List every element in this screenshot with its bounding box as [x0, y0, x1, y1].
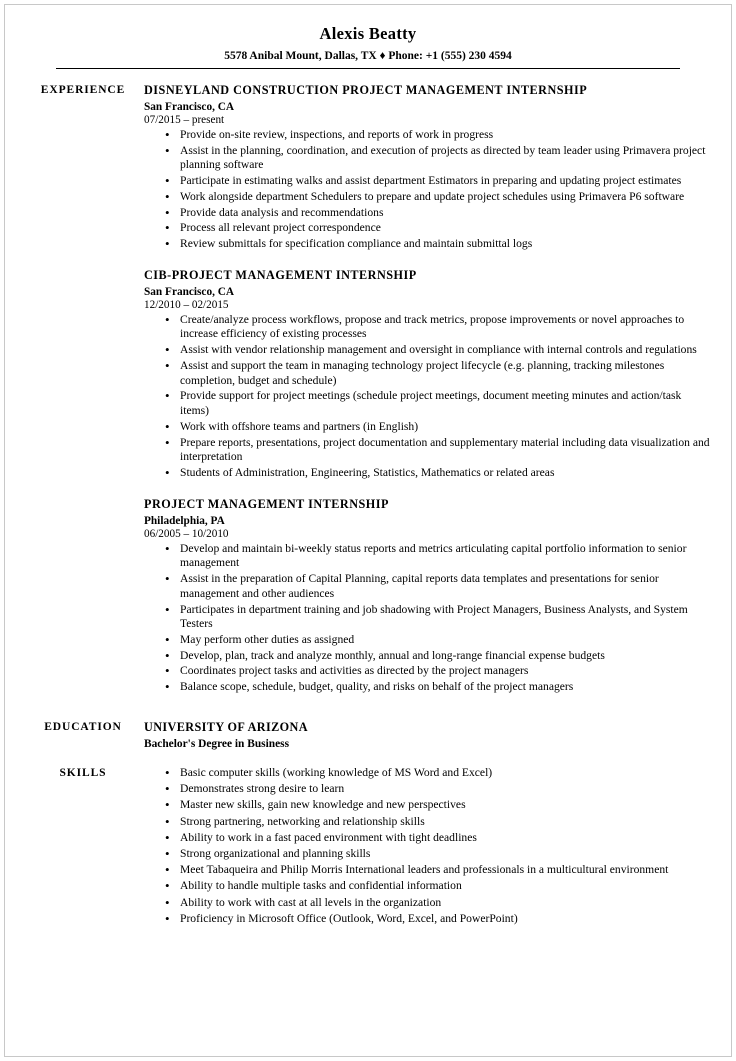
job-title: DISNEYLAND CONSTRUCTION PROJECT MANAGEMENT INTERNSHIP [144, 83, 588, 97]
skill-bullet: • Meet Tabaqueira and Philip Morris International leaders and professionals in a multicultural environment [178, 863, 710, 878]
skill-bullet: • Strong partnering, networking and relationship skills [178, 815, 710, 830]
job-bullet: • Provide data analysis and recommendations [178, 206, 710, 221]
job-bullet-list [144, 128, 710, 252]
experience-section [26, 83, 710, 696]
job-location: San Francisco, CA [144, 101, 235, 113]
job-location: San Francisco, CA [144, 285, 235, 298]
job-bullet: • May perform other duties as assigned [178, 633, 710, 648]
job-entry [144, 83, 710, 252]
experience-section-label: EXPERIENCE [40, 84, 126, 96]
job-bullet: • Students of Administration, Engineering, Statistics, Mathematics or related areas [178, 466, 710, 481]
education-section [26, 720, 710, 750]
education-degree: Bachelor's Degree in Business [144, 737, 290, 750]
job-bullet: • Work alongside department Schedulers to prepare and update project schedules using Primavera P6 software [178, 190, 710, 205]
skill-bullet: • Ability to handle multiple tasks and confidential information [178, 879, 710, 894]
job-dates: 07/2015 – present [144, 114, 225, 126]
job-bullet: • Create/analyze process workflows, propose and track metrics, propose improvements or novel approaches to increase efficiency of existing processes [178, 313, 710, 342]
skill-bullet: • Ability to work with cast at all levels in the organization [178, 896, 710, 911]
job-bullet-list [144, 313, 710, 481]
education-section-label: EDUCATION [44, 720, 122, 733]
skill-bullet: • Proficiency in Microsoft Office (Outlook, Word, Excel, and PowerPoint) [178, 912, 710, 927]
experience-section-body [140, 83, 710, 696]
job-bullet: • Provide support for project meetings (schedule project meetings, document meeting minutes and action/task items) [178, 389, 710, 418]
job-bullet: • Balance scope, schedule, budget, quality, and risks on behalf of the project managers [178, 680, 710, 695]
job-bullet: • Provide on-site review, inspections, and reports of work in progress [178, 128, 710, 143]
skills-section-body [140, 766, 710, 928]
job-title: CIB-PROJECT MANAGEMENT INTERNSHIP [144, 267, 417, 282]
skill-bullet: • Ability to work in a fast paced environment with tight deadlines [178, 831, 710, 846]
header-divider [56, 68, 680, 69]
education-section-body [140, 720, 710, 750]
candidate-name: Alexis Beatty [319, 24, 417, 43]
job-bullet: • Process all relevant project correspondence [178, 221, 710, 236]
job-dates: 06/2005 – 10/2010 [144, 527, 229, 540]
job-bullet: • Develop and maintain bi-weekly status reports and metrics articulating capital portfolio information to senior management [178, 542, 710, 571]
job-bullet: • Prepare reports, presentations, project documentation and supplementary material including data visualization and interpretation [178, 436, 710, 465]
job-entry [144, 268, 710, 481]
skills-bullet-list [144, 766, 710, 927]
skill-bullet: • Master new skills, gain new knowledge and new perspectives [178, 798, 710, 813]
job-bullet: • Work with offshore teams and partners (in English) [178, 420, 710, 435]
candidate-contact: 5578 Anibal Mount, Dallas, TX ♦ Phone: +1 (555) 230 4594 [224, 50, 512, 62]
skills-section [26, 766, 710, 928]
job-location: Philadelphia, PA [144, 514, 225, 527]
job-bullet: • Assist and support the team in managing technology project lifecycle (e.g. planning, tracking milestones completion, budget and schedule) [178, 359, 710, 388]
skill-bullet: • Demonstrates strong desire to learn [178, 782, 710, 797]
job-bullet: • Review submittals for specification compliance and maintain submittal logs [178, 237, 710, 252]
job-title: PROJECT MANAGEMENT INTERNSHIP [144, 496, 389, 511]
skills-section-label: SKILLS [59, 766, 107, 779]
job-bullet: • Develop, plan, track and analyze monthly, annual and long-range financial expense budgets [178, 649, 710, 664]
job-bullet: • Assist with vendor relationship management and oversight in compliance with internal controls and regulations [178, 343, 710, 358]
job-bullet: • Assist in the planning, coordination, and execution of projects as directed by team leader using Primavera project planning software [178, 144, 710, 173]
resume-header [26, 14, 710, 69]
skill-bullet: • Strong organizational and planning skills [178, 847, 710, 862]
job-bullet-list [144, 542, 710, 695]
skill-bullet: • Basic computer skills (working knowledge of MS Word and Excel) [178, 766, 710, 781]
job-bullet: • Participate in estimating walks and assist department Estimators in preparing and updating project estimates [178, 174, 710, 189]
job-dates: 12/2010 – 02/2015 [144, 298, 229, 311]
job-bullet: • Participates in department training and job shadowing with Project Managers, Business Analysts, and System Testers [178, 603, 710, 632]
education-school: UNIVERSITY OF ARIZONA [144, 719, 308, 734]
job-bullet: • Assist in the preparation of Capital Planning, capital reports data templates and presentations for senior management and other audiences [178, 572, 710, 601]
job-entry [144, 497, 710, 695]
job-bullet: • Coordinates project tasks and activities as directed by the project managers [178, 664, 710, 679]
